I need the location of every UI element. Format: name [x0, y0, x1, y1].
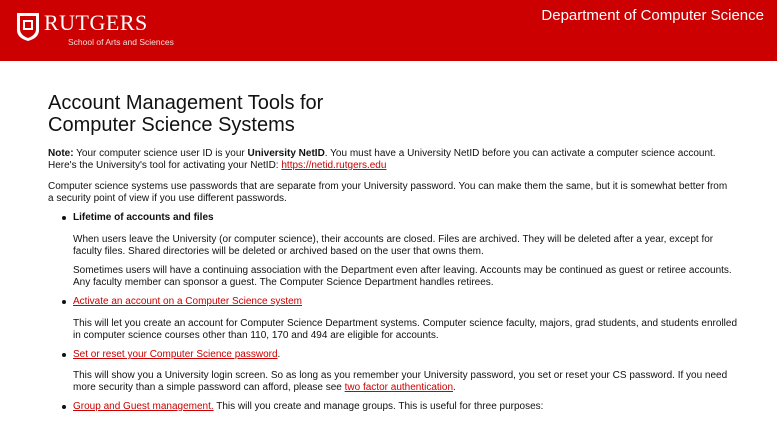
- main-content: [48, 61, 738, 412]
- item-lifetime-p1: When users leave the University (or computer science), their accounts are closed. Files are archived. They will be deleted after a year, except for faculty files. Shared directories will be deleted or archived based on the user that owns them.: [73, 234, 714, 257]
- bullet-2: [62, 300, 66, 304]
- bullet-3: [62, 353, 66, 357]
- bullet-1: [62, 216, 66, 220]
- note-text-2: . You must have a University NetID before you can activate a computer science account. Here's the University's tool for activating your NetID:: [48, 148, 716, 171]
- item-password-p1: [73, 370, 738, 394]
- netid-note: [48, 148, 733, 172]
- bullet-4: [62, 405, 66, 409]
- rutgers-shield-logo[interactable]: [16, 12, 40, 42]
- item-lifetime-p2: Sometimes users will have a continuing association with the Department even after leaving. Accounts may be continued as guest or retiree accounts. Any faculty member can sponsor a guest. The Computer Science Department handles retirees.: [73, 265, 732, 288]
- department-title[interactable]: Department of Computer Science: [541, 7, 764, 24]
- netid-link[interactable]: https://netid.rutgers.edu: [281, 160, 387, 171]
- note-bold: University NetID: [247, 148, 325, 159]
- item-password-p1-end: .: [453, 382, 456, 393]
- page-title-line1: Account Management Tools for: [48, 92, 324, 114]
- note-label: Note:: [48, 148, 74, 159]
- item-activate: [73, 296, 302, 308]
- item-lifetime-title: Lifetime of accounts and files: [73, 212, 214, 223]
- logo-subtitle: School of Arts and Sciences: [68, 37, 174, 47]
- passwords-paragraph: Computer science systems use passwords that are separate from your University password. You can make them the same, but it is somewhat better from a security point of view if you use different passwords.: [48, 181, 728, 204]
- page-title: [48, 92, 738, 136]
- item-password-p1-text: This will show you a University login screen. So as long as you remember your University password, you set or reset your CS password. If you need more security than a simple password can afford, please see: [73, 370, 728, 393]
- item-groups: [73, 401, 543, 413]
- item-password-after: .: [277, 349, 281, 360]
- logo-wordmark[interactable]: RUTGERS: [44, 10, 148, 35]
- site-header: [0, 0, 777, 61]
- group-guest-link[interactable]: Group and Guest management.: [73, 401, 214, 412]
- item-activate-p1: This will let you create an account for Computer Science Department systems. Computer science faculty, majors, grad students, and students enrolled in computer science courses other than 110, 170 and 494 are eligible for accounts.: [73, 318, 738, 341]
- page-title-line2: Computer Science Systems: [48, 114, 295, 136]
- activate-account-link[interactable]: Activate an account on a Computer Science system: [73, 296, 303, 307]
- two-factor-link[interactable]: two factor authentication: [344, 382, 454, 393]
- item-groups-after: This will you create and manage groups. This is useful for three purposes:: [213, 401, 544, 412]
- item-password: [73, 349, 280, 361]
- reset-password-link[interactable]: Set or reset your Computer Science password: [73, 349, 278, 360]
- note-text-1: Your computer science user ID is your: [73, 148, 248, 159]
